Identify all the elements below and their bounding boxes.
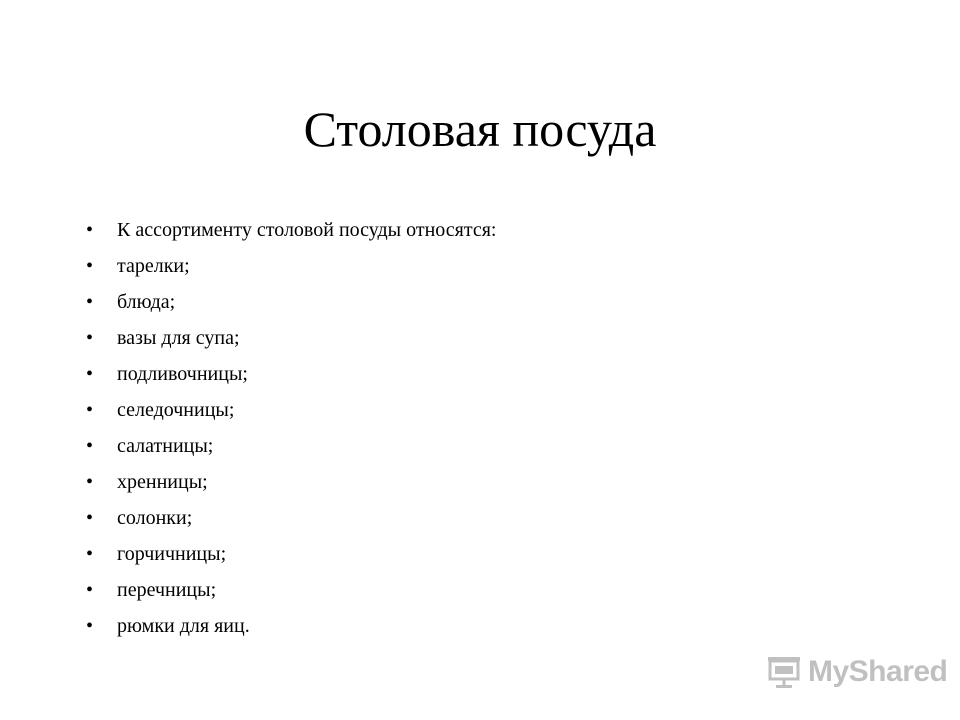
bullet-list <box>86 212 496 644</box>
bullet-icon: • <box>86 291 94 313</box>
list-item <box>86 608 496 644</box>
bullet-icon: • <box>86 471 94 493</box>
list-item <box>86 212 496 248</box>
list-item <box>86 572 496 608</box>
bullet-icon: • <box>86 399 94 421</box>
bullet-icon: • <box>86 363 94 385</box>
list-item <box>86 500 496 536</box>
list-item <box>86 320 496 356</box>
bullet-icon: • <box>86 543 94 565</box>
bullet-icon: • <box>86 219 94 241</box>
bullet-icon: • <box>86 255 94 277</box>
slide-title: Столовая посуда <box>303 101 657 157</box>
list-item <box>86 536 496 572</box>
presentation-screen-icon <box>766 654 802 690</box>
list-item-text: солонки; <box>117 507 193 529</box>
list-item-text: селедочницы; <box>117 399 235 421</box>
list-item-text: горчичницы; <box>117 543 227 565</box>
list-item-text: перечницы; <box>117 579 217 601</box>
list-item-text: тарелки; <box>117 255 190 277</box>
list-item-text: салатницы; <box>117 435 214 457</box>
list-item-text: рюмки для яиц. <box>117 615 250 637</box>
list-item <box>86 428 496 464</box>
bullet-icon: • <box>86 507 94 529</box>
watermark-text: MyShared <box>808 655 948 688</box>
list-item <box>86 284 496 320</box>
list-item <box>86 248 496 284</box>
list-item <box>86 392 496 428</box>
list-item <box>86 356 496 392</box>
list-item-text: вазы для супа; <box>117 327 240 349</box>
bullet-icon: • <box>86 579 94 601</box>
list-item-text: подливочницы; <box>117 363 248 385</box>
list-item <box>86 464 496 500</box>
watermark[interactable] <box>766 652 947 692</box>
bullet-icon: • <box>86 327 94 349</box>
bullet-icon: • <box>86 615 94 637</box>
list-item-text: хренницы; <box>117 471 208 493</box>
list-item-text: К ассортименту столовой посуды относятся: <box>117 219 497 241</box>
bullet-icon: • <box>86 435 94 457</box>
list-item-text: блюда; <box>117 291 176 313</box>
